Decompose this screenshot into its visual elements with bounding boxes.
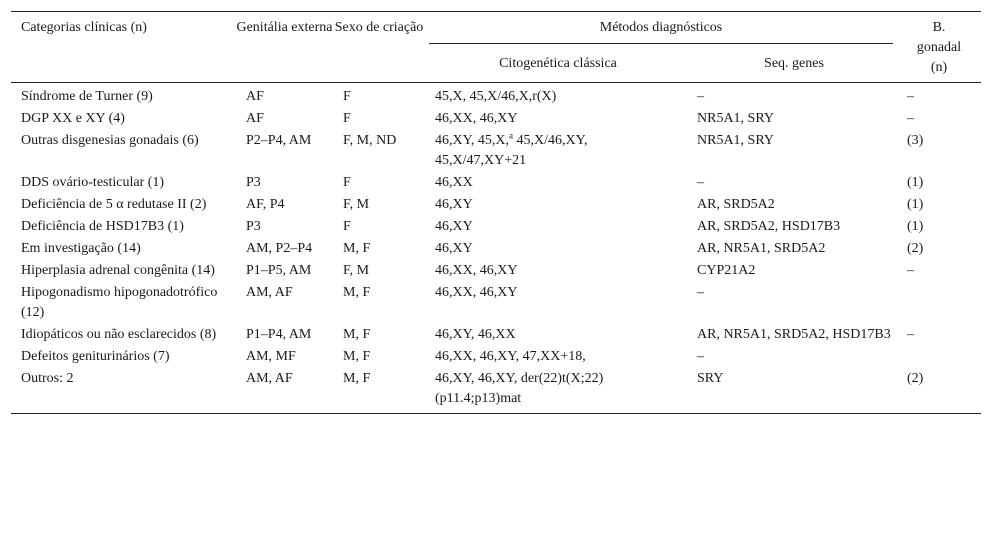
cell-category: Hiperplasia adrenal congênita (14) [21,263,215,278]
cell-genes: – [697,285,704,300]
table-row [11,130,981,172]
table-row [11,346,981,368]
cell-sex: F, M, ND [343,133,397,148]
table-row [11,172,981,194]
cell-gonadal: – [907,263,914,278]
cell-category: Em investigação (14) [21,241,141,256]
cell-sex: F [343,175,351,190]
table-row [11,216,981,238]
header-gonadal: B. gonadal (n) [897,12,981,83]
cell-category: Síndrome de Turner (9) [21,89,153,104]
cell-genes: AR, NR5A1, SRD5A2 [697,241,826,256]
cell-genes: NR5A1, SRY [697,133,775,148]
table-header [11,12,981,83]
cell-genes: AR, NR5A1, SRD5A2, HSD17B3 [697,327,891,342]
cell-gonadal: (1) [907,197,924,212]
cell-genitalia: AM, AF [246,285,293,300]
cell-genitalia: P1–P4, AM [246,327,312,342]
cell-cytogenetics: 46,XY [435,197,473,212]
cell-genitalia: P1–P5, AM [246,263,312,278]
cell-genitalia: P3 [246,219,261,234]
cell-genitalia: P2–P4, AM [246,133,312,148]
cell-cytogenetics: 46,XY, 46,XY, der(22)t(X;22)(p11.4;p13)mat [425,368,687,414]
cell-category: Outros: 2 [11,368,236,414]
header-sex: Sexo de criação [333,12,425,83]
cell-sex: F, M [343,197,370,212]
cell-sex: F [343,89,351,104]
cell-cytogenetics: 46,XX, 46,XY, 47,XX+18, [435,349,586,364]
cell-genes: AR, SRD5A2, HSD17B3 [697,219,841,234]
header-genitalia: Genitália externa [236,12,333,83]
cell-sex: M, F [333,368,425,414]
cell-genes: – [697,175,704,190]
methods-underline [429,43,893,44]
cell-genes: – [697,349,704,364]
table-row [11,324,981,346]
cell-gonadal: (2) [897,368,981,414]
cell-sex: M, F [343,285,371,300]
cell-category: Deficiência de 5 α redutase II (2) [21,197,207,212]
cell-sex: M, F [343,327,371,342]
table-row [11,194,981,216]
cell-category: Hipogonadismo hipogonadotrófico (12) [21,285,218,320]
cell-cytogenetics: 46,XX [435,175,473,190]
cell-category: DGP XX e XY (4) [21,111,125,126]
cell-cytogenetics: 46,XX, 46,XY [435,285,518,300]
cell-gonadal [897,282,981,324]
table-row [11,368,981,414]
cell-genes: – [697,89,704,104]
cell-cytogenetics: 46,XX, 46,XY [435,111,518,126]
cell-cytogenetics: 46,XY [435,241,473,256]
cell-genes: SRY [687,368,897,414]
table-row [11,238,981,260]
header-methods [425,12,897,51]
cell-gonadal: – [907,89,914,104]
cyto-text: 46,XY, 45,X, [435,133,510,148]
cell-gonadal: (1) [907,175,924,190]
cyto-text-rest: 45,X/46,XY, 45,X/47,XY+21 [435,133,588,168]
cell-genitalia: AF [246,89,264,104]
cell-gonadal: – [907,111,914,126]
cell-sex: F [343,219,351,234]
cell-sex: M, F [343,349,371,364]
cell-genes: NR5A1, SRY [697,111,775,126]
cell-cytogenetics: 46,XY, 46,XX [435,327,516,342]
cell-category: Deficiência de HSD17B3 (1) [21,219,184,234]
cell-sex: M, F [343,241,371,256]
table-body [11,83,981,414]
cell-gonadal [897,346,981,368]
table-row [11,83,981,109]
header-methods-label: Métodos diagnósticos [599,20,723,35]
cell-genitalia: P3 [246,175,261,190]
cell-category: Idiopáticos ou não esclarecidos (8) [21,327,217,342]
header-genes: Seq. genes [764,56,824,72]
cell-category: Outras disgenesias gonadais (6) [21,133,199,148]
cell-genes: AR, SRD5A2 [697,197,775,212]
header-category: Categorias clínicas (n) [11,12,236,83]
cell-cytogenetics: 45,X, 45,X/46,X,r(X) [435,89,557,104]
footnote-marker: a [509,130,514,141]
cell-category: DDS ovário-testicular (1) [21,175,165,190]
cell-category: Defeitos geniturinários (7) [21,349,170,364]
cell-sex: F [343,111,351,126]
cell-gonadal: (2) [907,241,924,256]
cell-genitalia: AF [246,111,264,126]
cell-genitalia: AM, MF [246,349,296,364]
cell-genitalia: AM, AF [236,368,333,414]
cell-genitalia: AF, P4 [246,197,285,212]
table-row [11,260,981,282]
cell-cytogenetics [425,130,687,172]
cell-genitalia: AM, P2–P4 [246,241,313,256]
header-cytogenetics: Citogenética clássica [499,56,617,72]
cell-genes: CYP21A2 [697,263,756,278]
table-row [11,108,981,130]
cell-sex: F, M [343,263,370,278]
table-row [11,282,981,324]
cell-gonadal: (1) [907,219,924,234]
cell-cytogenetics: 46,XY [435,219,473,234]
cell-gonadal: (3) [907,133,924,148]
diagnosis-table [11,11,981,414]
cell-gonadal: – [907,327,914,342]
cell-cytogenetics: 46,XX, 46,XY [435,263,518,278]
